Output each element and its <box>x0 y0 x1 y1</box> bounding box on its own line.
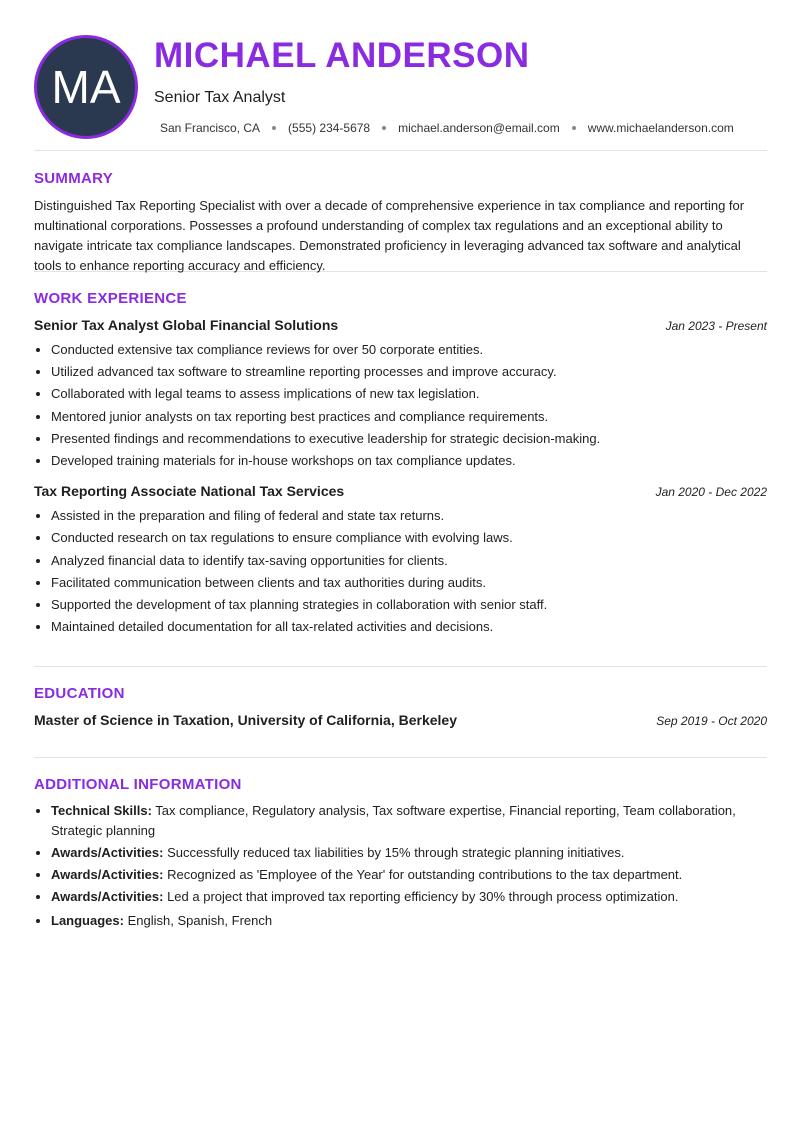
section-heading: ADDITIONAL INFORMATION <box>34 776 242 793</box>
job-position: Senior Tax Analyst Global Financial Solutions <box>34 317 339 333</box>
item-label: Technical Skills: <box>51 803 152 818</box>
item-text: Recognized as 'Employee of the Year' for outstanding contributions to the tax department. <box>163 866 683 882</box>
list-item: • Supported the development of tax planning strategies in collaboration with senior staff. <box>51 594 767 616</box>
list-item: • Analyzed financial data to identify tax-saving opportunities for clients. <box>51 550 767 572</box>
resume-header <box>34 0 767 151</box>
item-label: Awards/Activities: <box>51 844 164 860</box>
candidate-name: MICHAEL ANDERSON <box>154 36 530 75</box>
job-entry <box>34 483 767 638</box>
list-item: • Utilized advanced tax software to streamline reporting processes and improve accuracy. <box>51 361 767 383</box>
job-dates: Jan 2020 - Dec 2022 <box>655 485 767 500</box>
job-title: Senior Tax Analyst <box>154 89 286 106</box>
job-dates: Jan 2023 - Present <box>665 319 767 333</box>
list-item <box>51 843 767 863</box>
additional-information-section <box>34 758 767 931</box>
list-item: • Mentored junior analysts on tax reporting best practices and compliance requirements. <box>51 406 767 428</box>
avatar: MA <box>34 35 138 139</box>
item-label: Awards/Activities: <box>51 866 164 882</box>
item-text: Led a project that improved tax reporting efficiency by 30% through process optimization. <box>163 888 679 904</box>
section-heading: SUMMARY <box>34 170 114 187</box>
list-item: • Developed training materials for in-house workshops on tax compliance updates. <box>51 450 767 472</box>
summary-section <box>34 151 767 272</box>
item-text: Tax compliance, Regulatory analysis, Tax software expertise, Financial reporting, Team collaboration, Strategic planning <box>51 803 736 838</box>
section-heading: WORK EXPERIENCE <box>34 290 187 307</box>
job-position: Tax Reporting Associate National Tax Services <box>34 483 345 500</box>
separator-dot <box>382 126 386 130</box>
section-heading: EDUCATION <box>34 685 125 702</box>
list-item: • Conducted extensive tax compliance reviews for over 50 corporate entities. <box>51 339 767 361</box>
resume-page <box>34 0 767 933</box>
email-link[interactable]: michael.anderson@email.com <box>398 121 560 135</box>
list-item: • Assisted in the preparation and filing of federal and state tax returns. <box>51 505 767 527</box>
item-text: English, Spanish, French <box>123 913 273 928</box>
job-bullets <box>34 505 767 638</box>
website-link[interactable]: www.michaelanderson.com <box>587 121 734 135</box>
item-label: Awards/Activities: <box>51 888 164 904</box>
list-item <box>51 865 767 885</box>
education-section <box>34 667 767 758</box>
job-bullets <box>34 339 767 472</box>
degree: Master of Science in Taxation, University of California, Berkeley <box>34 712 457 728</box>
list-item: • Presented findings and recommendations to executive leadership for strategic decision-making. <box>51 428 767 450</box>
list-item <box>51 911 767 931</box>
item-label: Languages: <box>51 913 124 928</box>
list-item <box>51 887 767 907</box>
list-item <box>51 801 767 840</box>
work-experience-section <box>34 272 767 667</box>
separator-dot <box>572 126 576 130</box>
list-item: • Conducted research on tax regulations to ensure compliance with evolving laws. <box>51 527 767 549</box>
location: San Francisco, CA <box>160 121 261 135</box>
list-item: • Collaborated with legal teams to assess implications of new tax legislation. <box>51 383 767 405</box>
phone: (555) 234-5678 <box>288 121 371 135</box>
list-item: • Facilitated communication between clients and tax authorities during audits. <box>51 572 767 594</box>
list-item: • Maintained detailed documentation for all tax-related activities and decisions. <box>51 616 767 638</box>
job-entry <box>34 317 767 472</box>
education-entry <box>34 712 767 728</box>
separator-dot <box>272 126 276 130</box>
education-dates: Sep 2019 - Oct 2020 <box>656 714 767 728</box>
contact-info <box>160 121 734 135</box>
item-text: Successfully reduced tax liabilities by 15% through strategic planning initiatives. <box>163 844 625 860</box>
summary-text: Distinguished Tax Reporting Specialist with over a decade of comprehensive experience in tax compliance and reporting for multinational corporations. Possesses a profound understanding of complex tax regulations and an exceptional ability to navigate intricate tax compliance landscapes. Demonstrated proficiency in leveraging advanced tax software and analytical tools to enhance reporting accuracy and efficiency. <box>34 198 745 273</box>
additional-list <box>34 801 767 931</box>
